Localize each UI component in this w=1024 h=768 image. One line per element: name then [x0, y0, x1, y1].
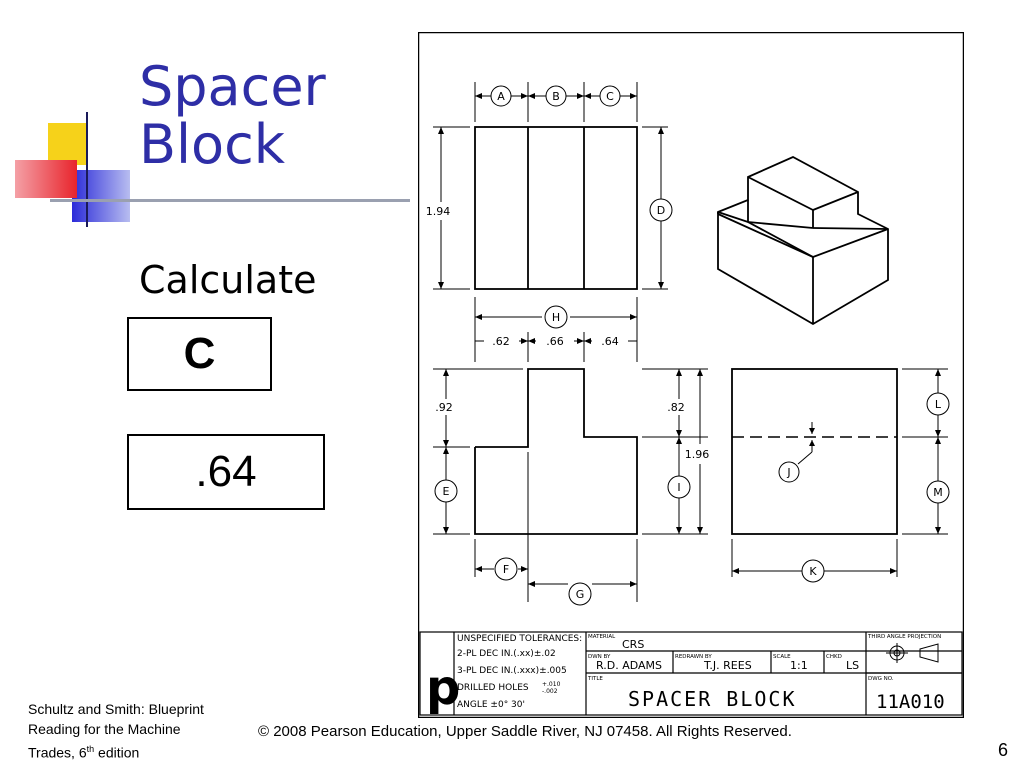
- blueprint-border: [419, 33, 964, 718]
- publisher-logo: p: [426, 660, 461, 716]
- balloon-e-label: E: [442, 485, 450, 498]
- slide-title: [139, 55, 326, 176]
- drawing-number: 11A010: [876, 691, 945, 713]
- dim-82: .82: [667, 401, 685, 414]
- question-box: C: [127, 317, 272, 391]
- balloon-c-label: C: [606, 90, 614, 103]
- drilled-minus: -.002: [542, 688, 558, 695]
- deco-blue-square: [72, 170, 130, 222]
- dim-64: .64: [601, 335, 619, 348]
- balloon-h-label: H: [551, 311, 561, 324]
- tolerance-3pl: 3-PL DEC IN.(.xxx)±.005: [457, 666, 567, 676]
- copyright-notice: © 2008 Pearson Education, Upper Saddle River, NJ 07458. All Rights Reserved.: [258, 723, 792, 740]
- scale-label: SCALE: [773, 654, 791, 660]
- balloon-d-label: D: [656, 204, 666, 217]
- drilled-plus: +.010: [542, 681, 561, 688]
- scale-value: 1:1: [790, 659, 808, 672]
- slide-title-line1: Spacer: [139, 55, 326, 118]
- dim-66: .66: [546, 335, 564, 348]
- citation-line2: Reading for the Machine: [28, 721, 181, 737]
- dim-92: .92: [435, 401, 453, 414]
- dim-1-94: 1.94: [425, 205, 451, 218]
- balloon-g-label: G: [575, 588, 585, 601]
- drilled-holes: DRILLED HOLES: [457, 683, 529, 693]
- balloon-k-label: K: [809, 565, 817, 578]
- balloon-m-label: M: [933, 486, 943, 499]
- citation: [28, 699, 248, 763]
- dim-62: .62: [492, 335, 510, 348]
- material-label: MATERIAL: [588, 634, 616, 640]
- answer-box: .64: [127, 434, 325, 510]
- title-label: TITLE: [588, 676, 603, 682]
- page-number: 6: [998, 740, 1009, 760]
- tolerance-2pl: 2-PL DEC IN.(.xx)±.02: [457, 649, 556, 659]
- title-divider: [50, 199, 410, 202]
- deco-yellow-square: [48, 123, 88, 165]
- balloon-a-label: A: [497, 90, 505, 103]
- slide-title-line2: Block: [139, 113, 286, 176]
- redrawn-label: REDRAWN BY: [675, 654, 712, 660]
- projection-label: THIRD ANGLE PROJECTION: [868, 634, 942, 640]
- chkd-label: CHKD: [826, 654, 842, 660]
- redrawn-value: T.J. REES: [704, 659, 752, 672]
- balloon-j-label: J: [787, 466, 791, 479]
- balloon-b-label: B: [552, 90, 560, 103]
- blueprint-drawing: [418, 32, 964, 718]
- tolerances-label: UNSPECIFIED TOLERANCES:: [457, 634, 583, 644]
- citation-line3: Trades, 6th edition: [28, 744, 140, 761]
- deco-vertical-line: [86, 112, 88, 227]
- dwg-label: DWG NO.: [868, 676, 894, 682]
- material-value: CRS: [622, 638, 645, 651]
- prompt-text: Calculate: [139, 258, 317, 302]
- citation-line1: Schultz and Smith: Blueprint: [28, 701, 204, 717]
- balloon-l-label: L: [934, 398, 942, 411]
- dwn-value: R.D. ADAMS: [596, 659, 663, 672]
- angle-tolerance: ANGLE ±0° 30': [457, 700, 525, 710]
- dim-1-96: 1.96: [684, 448, 710, 461]
- drawing-title: SPACER BLOCK: [628, 687, 797, 711]
- balloon-i-label: I: [677, 481, 681, 494]
- chkd-value: LS: [846, 659, 860, 672]
- dwn-label: DWN BY: [588, 654, 611, 660]
- balloon-f-label: F: [502, 563, 510, 576]
- deco-red-square: [15, 160, 77, 198]
